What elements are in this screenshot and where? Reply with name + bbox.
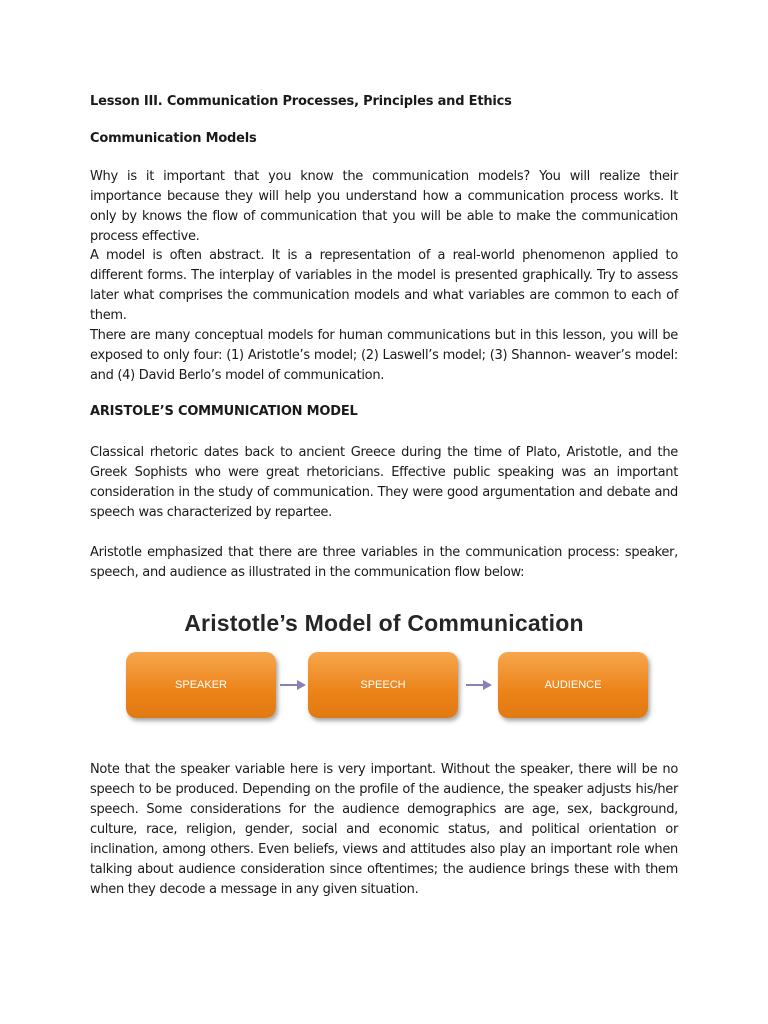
- speech-label: SPEECH: [360, 679, 406, 691]
- diagram-title: Aristotle’s Model of Communication: [184, 610, 584, 636]
- section-heading: Communication Models: [90, 131, 257, 146]
- speaker-label: SPEAKER: [175, 679, 227, 691]
- paragraph-four-models: There are many conceptual models for human communications but in this lesson, you will be exposed to only four: (1) Aristotle’s model; (2) Laswell’s model; (3) Shannon- weaver’s model: and (4) David Berlo’s model of communication.: [90, 328, 678, 383]
- lesson-title: Lesson III. Communication Processes, Principles and Ethics: [90, 94, 512, 109]
- paragraph-why-models: Why is it important that you know the communication models? You will realize their importance because they will help you understand how a communication process works. It only by knows the flow of communication that you will be able to make the communication process effective.: [90, 169, 678, 244]
- paragraph-three-variables: Aristotle emphasized that there are three variables in the communication process: speaker, speech, and audience as illustrated in the communication flow below:: [90, 545, 678, 580]
- paragraph-classical-rhetoric: Classical rhetoric dates back to ancient Greece during the time of Plato, Aristotle, and the Greek Sophists who were great rhetoricians. Effective public speaking was an important consideration in the study of communication. They were good argumentation and debate and speech was characterized by repartee.: [90, 445, 678, 520]
- speaker-box: [126, 652, 276, 718]
- audience-label: AUDIENCE: [544, 679, 602, 691]
- aristotle-model-diagram: [100, 600, 668, 750]
- audience-box: [498, 652, 648, 718]
- arrow-right-icon: [279, 678, 307, 692]
- speech-box: [308, 652, 458, 718]
- arrow-right-icon: [465, 678, 493, 692]
- paragraph-model-definition: A model is often abstract. It is a representation of a real-world phenomenon applied to different forms. The interplay of variables in the model is presented graphically. Try to assess later what comprises the communication models and what variables are common to each of them.: [90, 248, 678, 323]
- paragraph-speaker-importance: Note that the speaker variable here is very important. Without the speaker, there will be no speech to be produced. Depending on the profile of the audience, the speaker adjusts his/her speech. Some considerations for the audience demographics are age, sex, background, culture, race, religion, gender, social and economic status, and political orientation or inclination, among others. Even beliefs, views and attitudes also play an important role when talking about audience consideration since oftentimes; the audience brings these with them when they decode a message in any given situation.: [90, 762, 678, 897]
- aristotle-heading: ARISTOLE’S COMMUNICATION MODEL: [90, 404, 358, 419]
